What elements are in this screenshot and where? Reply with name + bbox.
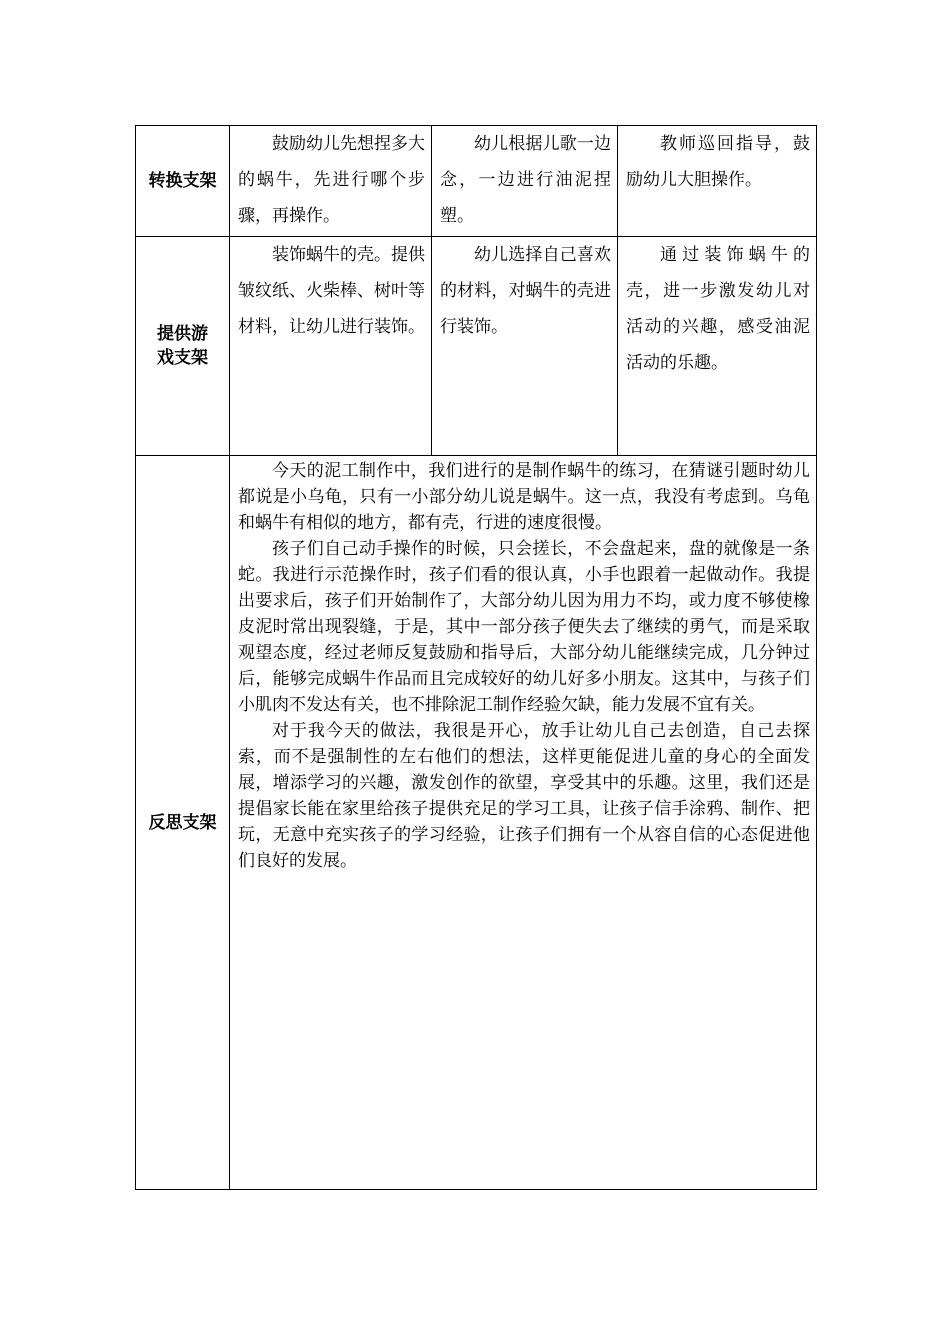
row-label: 转换支架 [136,126,230,237]
reflection-paragraph: 孩子们自己动手操作的时候，只会搓长，不会盘起来，盘的就像是一条蛇。我进行示范操作时，孩子们看的很认真，小手也跟着一起做动作。我提出要求后，孩子们开始制作了，大部分幼儿因为用力不均，或力度不够使橡皮泥时常出现裂缝，于是，其中一部分孩子便失去了继续的勇气，而是采取观望态度，经过老师反复鼓励和指导后，大部分幼儿能继续完成，几分钟过后，能够完成蜗牛作品而且完成较好的幼儿好多小朋友。这其中，与孩子们小肌肉不发达有关，也不排除泥工制作经验欠缺，能力发展不宜有关。 [238,539,810,715]
reflection-text [230,456,816,874]
scaffold-table [135,125,817,1190]
table-row [136,237,817,456]
table-row [136,126,817,237]
table-cell [230,126,432,237]
table-cell [432,126,618,237]
cell-text: 幼儿选择自己喜欢的材料，对蜗牛的壳进行装饰。 [440,245,611,337]
table-cell [618,126,817,237]
table-cell [432,237,618,456]
table-cell [230,237,432,456]
cell-text: 鼓励幼儿先想捏多大的蜗牛，先进行哪个步骤，再操作。 [238,134,425,226]
row-label [136,237,230,456]
cell-text: 通过装饰蜗牛的壳，进一步激发幼儿对活动的兴趣，感受油泥活动的乐趣。 [626,245,810,373]
row-label-text: 提供游戏支架 [156,324,208,368]
reflection-paragraph: 今天的泥工制作中，我们进行的是制作蜗牛的练习，在猜谜引题时幼儿都说是小乌龟，只有一小部分幼儿说是蜗牛。这一点，我没有考虑到。乌龟和蜗牛有相似的地方，都有壳，行进的速度很慢。 [238,461,810,533]
table-row [136,456,817,1190]
cell-text: 幼儿根据儿歌一边念，一边进行油泥捏塑。 [440,134,611,226]
table-cell [618,237,817,456]
cell-text: 装饰蜗牛的壳。提供皱纹纸、火柴棒、树叶等材料，让幼儿进行装饰。 [238,245,425,337]
cell-text: 教师巡回指导，鼓励幼儿大胆操作。 [626,134,810,190]
row-label: 反思支架 [136,456,230,1190]
reflection-cell [230,456,817,1190]
reflection-paragraph: 对于我今天的做法，我很是开心，放手让幼儿自己去创造，自己去探索，而不是强制性的左右他们的想法，这样更能促进儿童的身心的全面发展，增添学习的兴趣，激发创作的欲望，享受其中的乐趣。这里，我们还是提倡家长能在家里给孩子提供充足的学习工具，让孩子信手涂鸦、制作、把玩，无意中充实孩子的学习经验，让孩子们拥有一个从容自信的心态促进他们良好的发展。 [238,721,810,871]
